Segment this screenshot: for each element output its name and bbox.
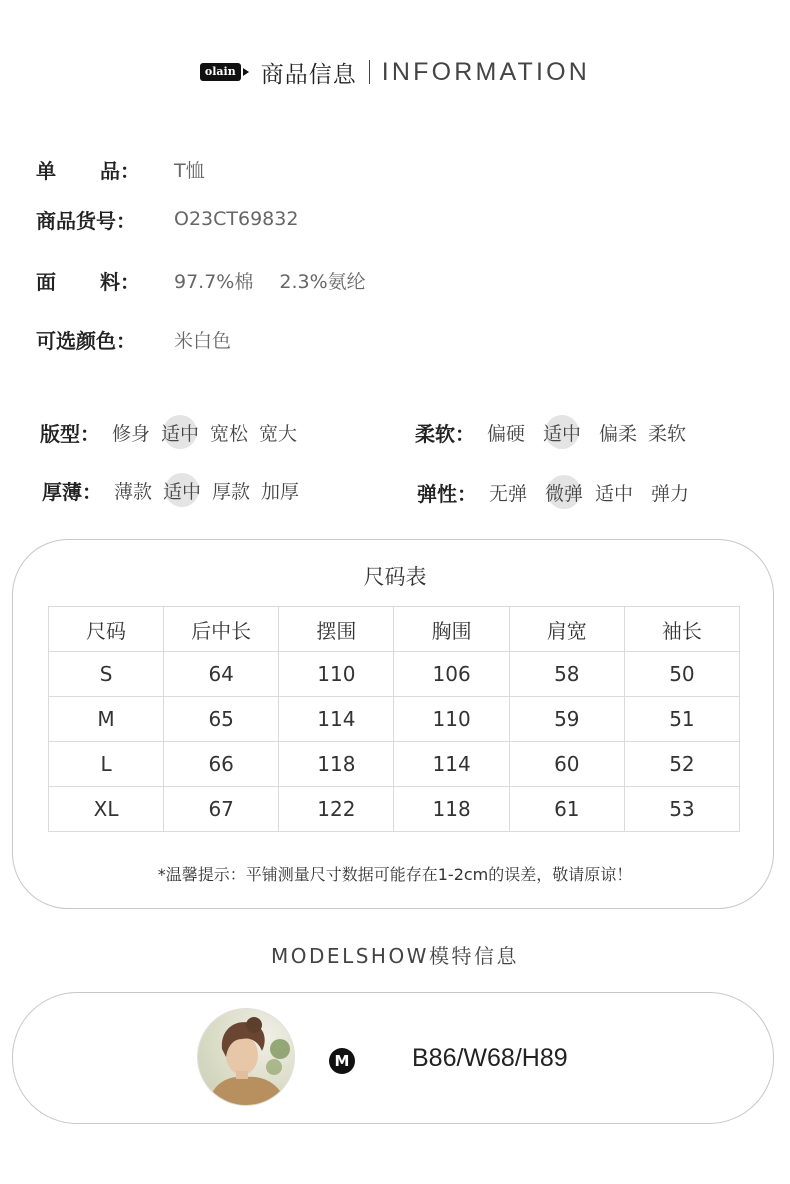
attr-option-selected: 适中 [161,419,199,446]
table-row [49,652,740,697]
model-avatar [197,1008,295,1106]
header-title-en: INFORMATION [381,57,591,86]
brand-logo-text: olain [200,63,241,81]
column-header: 摆围 [279,607,394,652]
table-header-row [49,607,740,652]
table-row [49,787,740,832]
attr-option-selected: 微弹 [545,479,583,506]
attr-thickness-label: 厚薄： [42,479,102,504]
attr-option: 柔软 [648,422,687,445]
model-info-card [12,992,774,1124]
brand-logo [200,63,249,81]
attr-option: 无弹 [489,482,528,505]
table-cell: 110 [279,652,394,697]
attr-option: 薄款 [114,480,153,503]
table-cell: 64 [164,652,279,697]
attr-elastic-label: 弹性： [417,481,477,506]
table-cell: M [49,697,164,742]
table-cell: 118 [279,742,394,787]
measurement-note: *温馨提示：平铺测量尺寸数据可能存在1-2cm的误差，敬请原谅！ [157,865,633,884]
color-value: 米白色 [174,329,232,352]
table-cell: XL [49,787,164,832]
table-cell: 60 [509,742,624,787]
attr-fit-label: 版型： [40,421,100,446]
table-cell: 51 [624,697,739,742]
attr-fit [40,417,308,447]
code-value: O23CT69832 [174,208,299,230]
attr-option-selected: 适中 [163,477,201,504]
attr-option: 偏柔 [599,422,638,445]
info-header [0,52,790,92]
model-show-title: MODELSHOW模特信息 [271,944,519,968]
info-row-fabric [36,265,366,295]
code-label: 商品货号： [36,208,136,233]
item-label: 单 品： [36,158,140,183]
table-row [49,742,740,787]
column-header: 袖长 [624,607,739,652]
table-cell: 50 [624,652,739,697]
attr-option: 偏硬 [487,422,526,445]
attr-option: 宽大 [259,422,298,445]
info-row-code [36,204,298,234]
table-cell: 52 [624,742,739,787]
table-cell: 59 [509,697,624,742]
table-row [49,697,740,742]
model-measurements: B86/W68/H89 [412,1044,568,1072]
attr-option: 修身 [112,422,151,445]
attr-soft [415,417,697,447]
table-cell: 122 [279,787,394,832]
table-cell: 114 [394,742,509,787]
table-cell: S [49,652,164,697]
table-cell: 58 [509,652,624,697]
size-table [48,606,740,832]
info-row-color [36,324,231,354]
table-cell: 65 [164,697,279,742]
table-cell: 110 [394,697,509,742]
attr-option: 适中 [595,482,634,505]
attr-option-selected: 适中 [543,419,581,446]
attr-thickness [42,475,310,505]
table-cell: L [49,742,164,787]
attr-option: 宽松 [210,422,249,445]
column-header: 肩宽 [509,607,624,652]
color-label: 可选颜色： [36,328,136,353]
attr-option: 弹力 [651,482,690,505]
table-cell: 67 [164,787,279,832]
attr-elastic [417,477,700,507]
attr-soft-label: 柔软： [415,421,475,446]
column-header: 胸围 [394,607,509,652]
play-triangle-icon [243,68,249,76]
info-row-item [36,154,205,184]
table-cell: 53 [624,787,739,832]
fabric-value-spandex: 2.3%氨纶 [279,270,366,293]
header-divider [369,60,370,84]
attr-option: 加厚 [261,480,300,503]
header-title-cn: 商品信息 [260,61,357,88]
attr-option: 厚款 [212,480,251,503]
model-photo-illustration [198,1009,294,1105]
table-cell: 66 [164,742,279,787]
table-cell: 114 [279,697,394,742]
model-size-badge: M [329,1048,355,1074]
table-cell: 106 [394,652,509,697]
table-cell: 61 [509,787,624,832]
item-value: T恤 [174,159,205,182]
size-chart-title: 尺码表 [363,565,427,589]
fabric-label: 面 料： [36,269,140,294]
column-header: 后中长 [164,607,279,652]
fabric-value-cotton: 97.7%棉 [174,270,254,293]
table-cell: 118 [394,787,509,832]
column-header: 尺码 [49,607,164,652]
